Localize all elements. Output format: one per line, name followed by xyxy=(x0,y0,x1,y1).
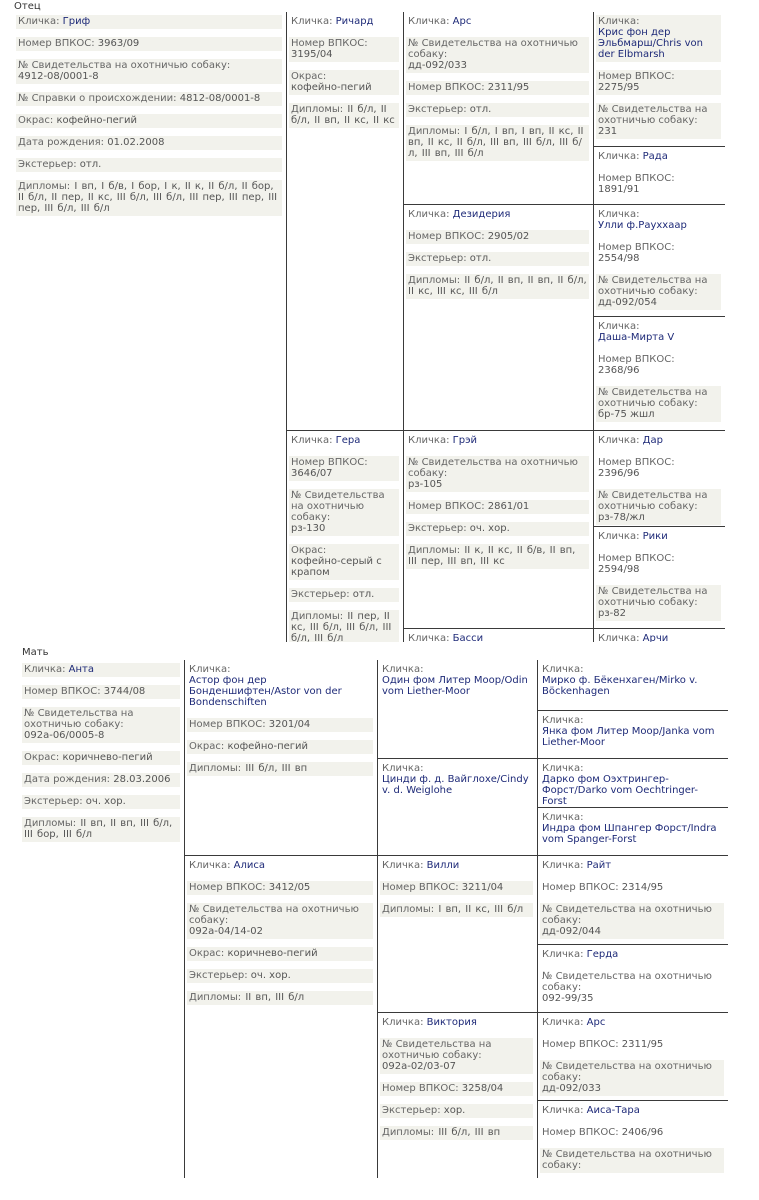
vpkos-field: Номер ВПКОС: 2311/95 xyxy=(542,1039,664,1050)
name-field: Кличка: Дарко фом Оэхтрингер-Форст/Darko vom Oechtringer-Forst xyxy=(542,763,698,807)
sdd-name-link[interactable]: Индра фом Шпангер Форст/Indra vom Spanger-Forst xyxy=(542,823,717,845)
name-field: Кличка: Янка фом Литер Моор/Janka vom Liether-Moor xyxy=(542,715,715,748)
name-field: Кличка: Рики xyxy=(598,531,668,542)
name-field: Кличка: Басси xyxy=(408,633,484,642)
cert-field: № Свидетельства на охотничью собаку: 092а-02/03-07 xyxy=(380,1038,533,1074)
vpkos-field: Номер ВПКОС: 2861/01 xyxy=(406,500,589,514)
dsd-name-link[interactable]: Рики xyxy=(642,531,668,542)
ss-name-link[interactable]: Один фом Литер Моор/Odin vom Liether-Moor xyxy=(382,675,528,697)
cert-field: № Свидетельства на охотничью собаку: рз-105 xyxy=(406,456,589,492)
name-field: Кличка: Астор фон дер Бонденшифтен/Astor von der Bondenschiften xyxy=(189,664,342,708)
name-field: Кличка: Алиса xyxy=(189,860,265,871)
cert-field: № Свидетельства на охотничью собаку: 092а-06/0005-8 xyxy=(22,707,180,743)
name-field: Кличка: Гриф xyxy=(16,15,282,29)
sire-name-link[interactable]: Астор фон дер Бонденшифтен/Astor von der Bondenschiften xyxy=(189,675,342,708)
mother-dam-cell xyxy=(184,855,377,1178)
name-field: Кличка: Вилли xyxy=(382,860,460,871)
dam-name-link[interactable]: Алиса xyxy=(233,860,265,871)
name-field: Кличка: Герда xyxy=(542,949,619,960)
exterior-field: Экстерьер: хор. xyxy=(380,1104,533,1118)
sds-name-link[interactable]: Дарко фом Оэхтрингер-Форст/Darko vom Oechtringer-Forst xyxy=(542,774,698,807)
name-field: Кличка: Дезидерия xyxy=(408,209,511,220)
cert-field: № Свидетельства на охотничью собаку: дд-092/054 xyxy=(596,274,721,310)
diplomas-field: Дипломы: II б/л, II вп, II вп, II б/л, II кс, III кс, III б/л xyxy=(406,274,589,299)
name-field: Кличка: Грэй xyxy=(408,435,478,446)
dds-name-link[interactable]: Арс xyxy=(586,1017,606,1028)
exterior-field: Экстерьер: оч. хор. xyxy=(187,969,373,983)
exterior-field: Экстерьер: отл. xyxy=(289,588,399,602)
father-sire-cell xyxy=(286,12,403,430)
dsd-name-link[interactable]: Герда xyxy=(586,949,619,960)
vpkos-field: Номер ВПКОС: 2554/98 xyxy=(598,242,675,264)
color-field: Окрас: кофейно-пегий xyxy=(289,70,399,95)
color-field: Окрас: кофейно-пегий xyxy=(187,740,373,754)
father-ss-cell xyxy=(403,12,593,204)
diplomas-field: Дипломы: II пер, II кс, III б/л, III б/л, III б/л, III б/л xyxy=(289,610,399,642)
cert-field: № Свидетельства на охотничью собаку: 092а-04/14-02 xyxy=(187,903,373,939)
vpkos-field: Номер ВПКОС: 2311/95 xyxy=(406,81,589,95)
exterior-field: Экстерьер: отл. xyxy=(16,158,282,172)
diplomas-field: Дипломы: II б/л, II б/л, II вп, II кс, II кс xyxy=(289,103,399,128)
mother-section-label: Мать xyxy=(22,647,49,658)
name-field: Кличка: Индра фом Шпангер Форст/Indra vom Spanger-Forst xyxy=(542,812,717,845)
mother-sire-cell xyxy=(184,660,377,855)
name-field: Кличка: Виктория xyxy=(382,1017,477,1028)
vpkos-field: Номер ВПКОС: 2406/96 xyxy=(542,1127,664,1138)
cert-field: № Свидетельства на охотничью собаку: дд-092/033 xyxy=(540,1060,724,1096)
father-dd-cell xyxy=(403,628,593,642)
name-field: Кличка: Арс xyxy=(542,1017,606,1028)
diplomas-field: Дипломы: III б/л, III вп xyxy=(380,1126,533,1140)
origin-field: № Справки о происхождении: 4812-08/0001-8 xyxy=(16,92,282,106)
name-field: Кличка: Аиса-Тара xyxy=(542,1105,640,1116)
name-field: Кличка: Крис фон дер Эльбмарш/Chris von der Elbmarsh xyxy=(596,15,721,62)
name-field: Кличка: Мирко ф. Бёкенхаген/Mirko v. Böckenhagen xyxy=(542,664,698,697)
ssd-name-link[interactable]: Рада xyxy=(642,151,668,162)
dss-name-link[interactable]: Райт xyxy=(586,860,612,871)
exterior-field: Экстерьер: оч. хор. xyxy=(22,795,180,809)
sd-name-link[interactable]: Дезидерия xyxy=(452,209,511,220)
birth-field: Дата рождения: 01.02.2008 xyxy=(16,136,282,150)
dam-name-link[interactable]: Гера xyxy=(335,435,361,446)
diplomas-field: Дипломы: I вп, I б/в, I бор, I к, II к, II б/л, II бор, II б/л, II пер, II кс, III б/л, III б/л, III пер, III пер, III пер, III б/л, III б/л xyxy=(16,180,282,216)
cert-field: № Свидетельства на охотничью собаку: рз-82 xyxy=(596,585,721,621)
father-sd-cell xyxy=(403,204,593,430)
name-field: Кличка: Даша-Мирта V xyxy=(598,321,675,343)
cert-field: № Свидетельства на охотничью собаку: 4912-08/0001-8 xyxy=(16,59,282,84)
mother-dsd-cell xyxy=(537,944,728,1012)
diplomas-field: Дипломы: III б/л, III вп xyxy=(187,762,373,776)
mother-dds-cell xyxy=(537,1012,728,1100)
father-dam-cell xyxy=(286,430,403,642)
mother-dss-cell xyxy=(537,855,728,944)
vpkos-field: Номер ВПКОС: 3201/04 xyxy=(187,718,373,732)
cert-field: № Свидетельства на охотничью собаку: 231 xyxy=(596,103,721,139)
vpkos-field: Номер ВПКОС: 3258/04 xyxy=(380,1082,533,1096)
sdd-name-link[interactable]: Даша-Мирта V xyxy=(598,332,675,343)
color-field: Окрас: кофейно-пегий xyxy=(16,114,282,128)
mother-sd-cell xyxy=(377,758,537,855)
exterior-field: Экстерьер: отл. xyxy=(406,252,589,266)
father-sdd-cell xyxy=(593,316,725,430)
name-field: Кличка: Дар xyxy=(598,435,663,446)
vpkos-field: Номер ВПКОС: 3744/08 xyxy=(22,685,180,699)
name-field: Кличка: Один фом Литер Моор/Odin vom Liether-Moor xyxy=(382,664,528,697)
cert-field: № Свидетельства на охотничью собаку: бр-75 жшл xyxy=(596,386,721,422)
vpkos-field: Номер ВПКОС: 3963/09 xyxy=(16,37,282,51)
ss-name-link[interactable]: Арс xyxy=(452,16,472,27)
father-dss-cell xyxy=(593,430,725,526)
father-ds-cell xyxy=(403,430,593,628)
diplomas-field: Дипломы: II вп, III б/л xyxy=(187,991,373,1005)
color-field: Окрас: коричнево-пегий xyxy=(22,751,180,765)
name-field: Кличка: Улли ф.Рауххаар xyxy=(598,209,687,231)
name-field: Кличка: Гера xyxy=(291,435,361,446)
mother-pedigree xyxy=(20,660,730,1178)
mother-sss-cell xyxy=(537,660,728,710)
sire-name-link[interactable]: Ричард xyxy=(335,16,374,27)
name-field: Кличка: Цинди ф. д. Вайглохе/Cindy v. d. Weiglohe xyxy=(382,763,529,796)
sd-name-link[interactable]: Цинди ф. д. Вайглохе/Cindy v. d. Weiglohe xyxy=(382,774,529,796)
dds-name-link[interactable]: Арчи xyxy=(642,633,669,642)
father-dds-cell xyxy=(593,628,725,642)
color-field: Окрас: кофейно-серый с крапом xyxy=(289,544,399,580)
name-field: Кличка: Ричард xyxy=(291,16,374,27)
vpkos-field: Номер ВПКОС: 3195/04 xyxy=(289,37,399,62)
ssd-name-link[interactable]: Янка фом Литер Моор/Janka vom Liether-Moor xyxy=(542,726,715,748)
vpkos-field: Номер ВПКОС: 3211/04 xyxy=(380,881,533,895)
exterior-field: Экстерьер: отл. xyxy=(406,103,589,117)
father-dsd-cell xyxy=(593,526,725,628)
mother-ddd-cell xyxy=(537,1100,728,1178)
vpkos-field: Номер ВПКОС: 2275/95 xyxy=(596,70,721,95)
cert-field: № Свидетельства на охотничью собаку: xyxy=(540,1148,724,1173)
vpkos-field: Номер ВПКОС: 2314/95 xyxy=(542,882,664,893)
vpkos-field: Номер ВПКОС: 2594/98 xyxy=(598,553,675,575)
diplomas-field: Дипломы: I б/л, I вп, I вп, II кс, II вп, II кс, II б/л, III вп, III б/л, III б/л, III вп, III б/л xyxy=(406,125,589,161)
cert-field: № Свидетельства на охотничью собаку: 092-99/35 xyxy=(542,971,712,1004)
color-field: Окрас: коричнево-пегий xyxy=(187,947,373,961)
sds-name-link[interactable]: Улли ф.Рауххаар xyxy=(598,220,687,231)
mother-ssd-cell xyxy=(537,710,728,758)
cert-field: № Свидетельства на охотничью собаку: рз-78/жл xyxy=(596,489,721,525)
dss-name-link[interactable]: Дар xyxy=(642,435,663,446)
mother-ds-cell xyxy=(377,855,537,1012)
vpkos-field: Номер ВПКОС: 2905/02 xyxy=(406,230,589,244)
sss-name-link[interactable]: Крис фон дер Эльбмарш/Chris von der Elbmarsh xyxy=(598,27,703,60)
father-pedigree xyxy=(14,12,727,642)
name-field: Кличка: Арчи xyxy=(598,633,669,642)
ds-name-link[interactable]: Вилли xyxy=(426,860,460,871)
cert-field: № Свидетельства на охотничью собаку: рз-130 xyxy=(289,489,399,536)
sss-name-link[interactable]: Мирко ф. Бёкенхаген/Mirko v. Böckenhagen xyxy=(542,675,698,697)
ddd-name-link[interactable]: Аиса-Тара xyxy=(586,1105,640,1116)
father-ssd-cell xyxy=(593,146,725,204)
diplomas-field: Дипломы: II к, II кс, II б/в, II вп, III пер, III вп, III кс xyxy=(406,544,589,569)
vpkos-field: Номер ВПКОС: 2396/96 xyxy=(598,457,675,479)
cert-field: № Свидетельства на охотничью собаку: дд-092/044 xyxy=(540,903,724,939)
dog-name-link[interactable]: Анта xyxy=(68,664,94,675)
name-field: Кличка: Рада xyxy=(598,151,668,162)
mother-dd-cell xyxy=(377,1012,537,1178)
exterior-field: Экстерьер: оч. хор. xyxy=(406,522,589,536)
father-section-label: Отец xyxy=(14,1,41,12)
vpkos-field: Номер ВПКОС: 1891/91 xyxy=(598,173,675,195)
birth-field: Дата рождения: 28.03.2006 xyxy=(22,773,180,787)
father-sss-cell xyxy=(593,12,725,146)
father-sds-cell xyxy=(593,204,725,316)
dd-name-link[interactable]: Виктория xyxy=(426,1017,477,1028)
diplomas-field: Дипломы: II вп, II вп, III б/л, III бор, III б/л xyxy=(22,817,180,842)
mother-sds-cell xyxy=(537,758,728,807)
mother-dog-cell xyxy=(20,660,184,1178)
father-dog-cell xyxy=(14,12,286,642)
diplomas-field: Дипломы: I вп, II кс, III б/л xyxy=(380,903,533,917)
dd-name-link[interactable]: Басси xyxy=(452,633,484,642)
mother-sdd-cell xyxy=(537,807,728,855)
ds-name-link[interactable]: Грэй xyxy=(452,435,478,446)
vpkos-field: Номер ВПКОС: 3646/07 xyxy=(289,456,399,481)
vpkos-field: Номер ВПКОС: 2368/96 xyxy=(598,354,675,376)
mother-ss-cell xyxy=(377,660,537,758)
dog-name-link[interactable]: Гриф xyxy=(62,16,91,27)
name-field: Кличка: Арс xyxy=(408,16,472,27)
vpkos-field: Номер ВПКОС: 3412/05 xyxy=(187,881,373,895)
name-field: Кличка: Райт xyxy=(542,860,612,871)
cert-field: № Свидетельства на охотничью собаку: дд-092/033 xyxy=(406,37,589,73)
name-field: Кличка: Анта xyxy=(22,663,180,677)
